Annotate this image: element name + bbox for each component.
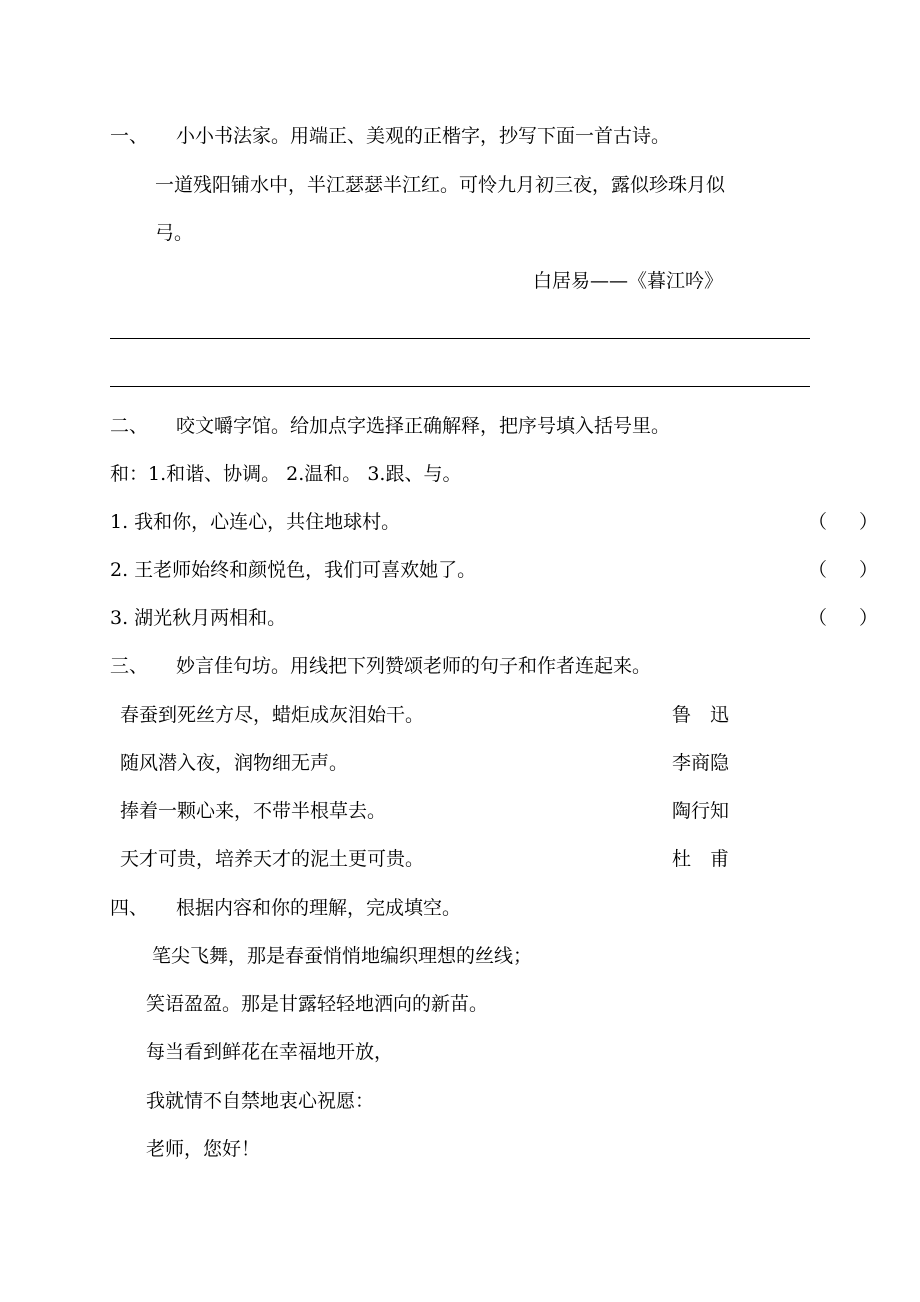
question-item bbox=[110, 509, 878, 535]
question-text: 1. 我和你，心连心，共住地球村。 bbox=[110, 511, 401, 533]
question-text: 2. 王老师始终和颜悦色，我们可喜欢她了。 bbox=[110, 559, 477, 581]
section2-heading bbox=[110, 413, 670, 439]
answer-parentheses[interactable]: （ ） bbox=[808, 511, 878, 533]
section3-heading bbox=[110, 653, 651, 679]
poem-line-2: 弓。 bbox=[155, 222, 194, 244]
writing-line-2[interactable] bbox=[110, 386, 810, 387]
match-author[interactable]: 李商隐 bbox=[672, 752, 730, 774]
match-row bbox=[120, 798, 810, 824]
section3-title: 妙言佳句坊。用线把下列赞颂老师的句子和作者连起来。 bbox=[176, 655, 652, 677]
question-item bbox=[110, 605, 878, 631]
poem-attribution: 白居易——《暮江吟》 bbox=[533, 270, 724, 292]
section4-number: 四、 bbox=[110, 897, 149, 919]
match-author[interactable]: 杜 甫 bbox=[672, 848, 730, 870]
poem4-line: 每当看到鲜花在幸福地开放， bbox=[146, 1041, 394, 1063]
section3-number: 三、 bbox=[110, 655, 149, 677]
question-text: 3. 湖光秋月两相和。 bbox=[110, 607, 287, 629]
match-author[interactable]: 鲁 迅 bbox=[672, 704, 730, 726]
definitions: 和：1.和谐、协调。 2.温和。 3.跟、与。 bbox=[110, 463, 462, 485]
match-row bbox=[120, 846, 810, 872]
match-row bbox=[120, 702, 810, 728]
match-author[interactable]: 陶行知 bbox=[672, 800, 730, 822]
question-item bbox=[110, 557, 878, 583]
section1-title: 小小书法家。用端正、美观的正楷字，抄写下面一首古诗。 bbox=[176, 125, 671, 147]
poem4-line: 笑语盈盈。那是甘露轻轻地洒向的新苗。 bbox=[146, 993, 489, 1015]
match-sentence[interactable]: 捧着一颗心来，不带半根草去。 bbox=[120, 800, 387, 822]
section2-number: 二、 bbox=[110, 415, 149, 437]
section1-number: 一、 bbox=[110, 125, 149, 147]
match-sentence[interactable]: 随风潜入夜，润物细无声。 bbox=[120, 752, 349, 774]
answer-parentheses[interactable]: （ ） bbox=[808, 559, 878, 581]
section2-title: 咬文嚼字馆。给加点字选择正确解释，把序号填入括号里。 bbox=[176, 415, 671, 437]
match-sentence[interactable]: 天才可贵，培养天才的泥土更可贵。 bbox=[120, 848, 425, 870]
poem4-line: 笔尖飞舞，那是春蚕悄悄地编织理想的丝线； bbox=[152, 945, 533, 967]
poem4-line: 老师，您好！ bbox=[146, 1138, 261, 1160]
match-row bbox=[120, 750, 810, 776]
section1-heading bbox=[110, 123, 670, 149]
writing-line-1[interactable] bbox=[110, 338, 810, 339]
section4-title: 根据内容和你的理解，完成填空。 bbox=[176, 897, 462, 919]
section4-heading bbox=[110, 895, 461, 921]
answer-parentheses[interactable]: （ ） bbox=[808, 607, 878, 629]
poem4-line: 我就情不自禁地衷心祝愿： bbox=[146, 1090, 375, 1112]
poem-line-1: 一道残阳铺水中，半江瑟瑟半江红。可怜九月初三夜，露似珍珠月似 bbox=[155, 174, 726, 196]
match-sentence[interactable]: 春蚕到死丝方尽，蜡炬成灰泪始干。 bbox=[120, 704, 425, 726]
